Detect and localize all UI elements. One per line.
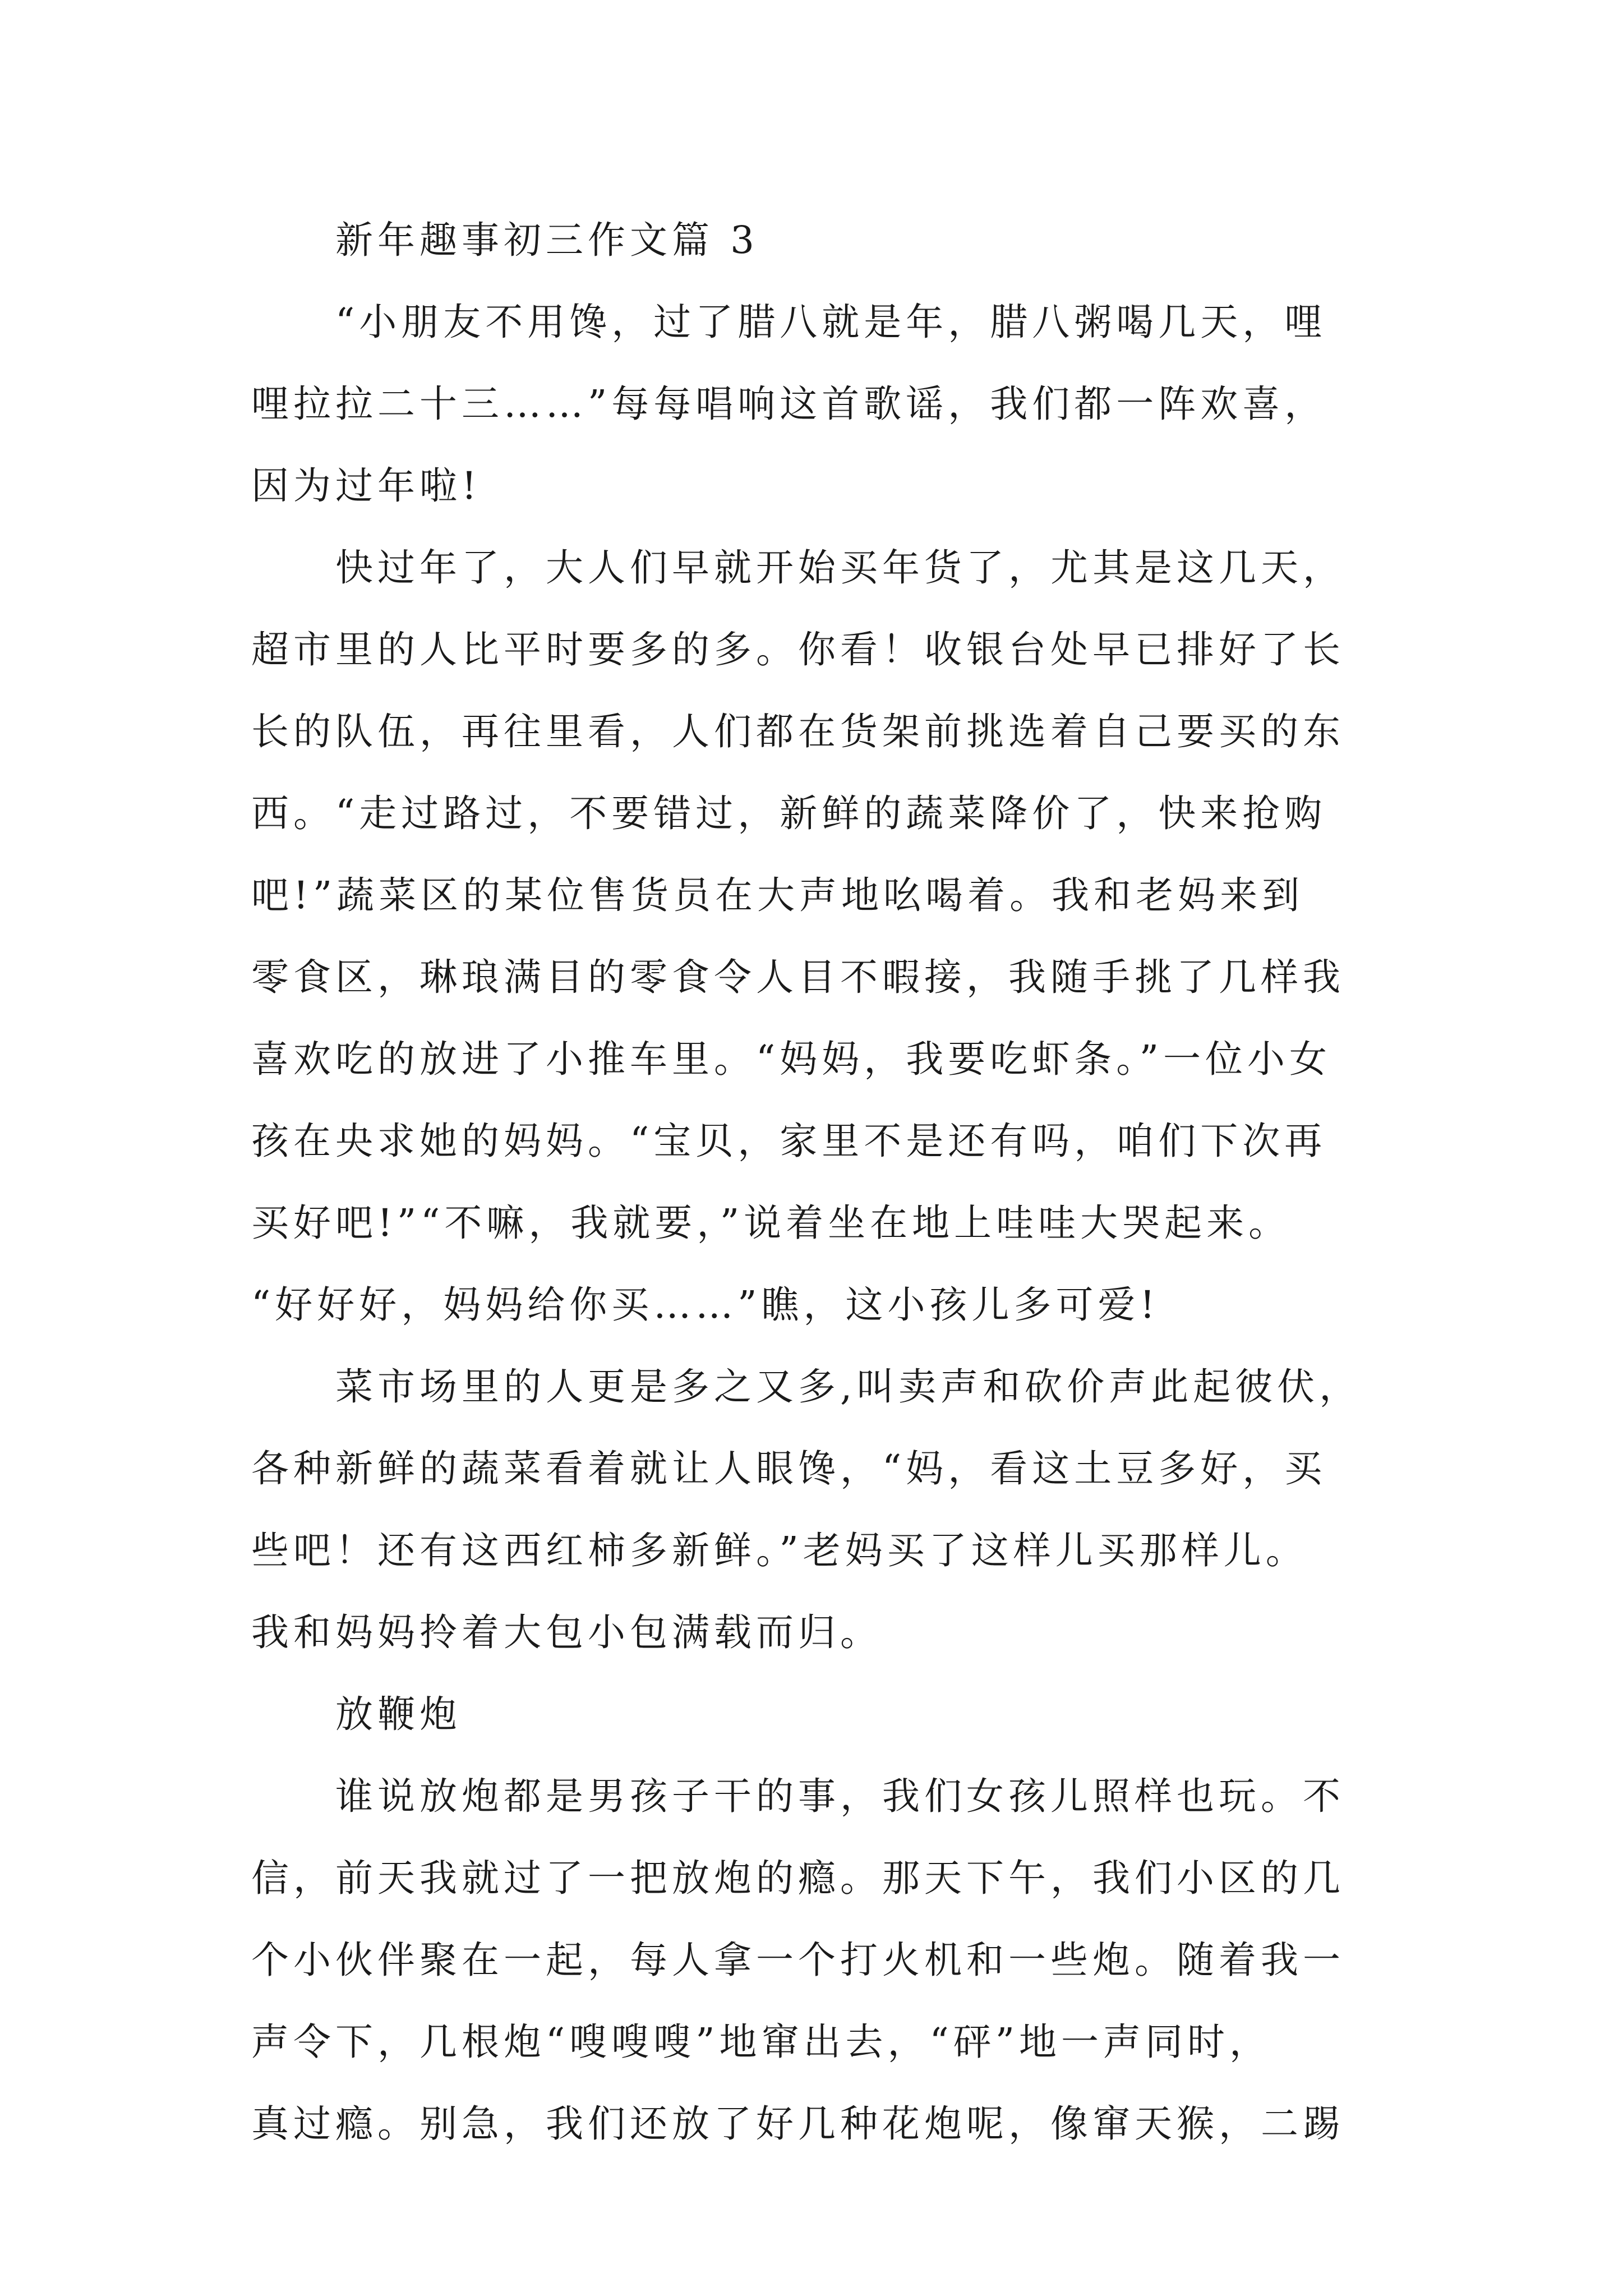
text-line: 我和妈妈拎着大包小包满载而归。 [251,1611,882,1654]
text-line: 哩拉拉二十三……”每每唱响这首歌谣，我们都一阵欢喜， [251,382,1327,426]
text-line: 真过瘾。别急，我们还放了好几种花炮呢，像窜天猴，二踢 [251,2102,1345,2146]
text-line: 长的队伍，再往里看，人们都在货架前挑选着自己要买的东 [251,710,1345,753]
text-line: 买好吧!”“不嘛，我就要，”说着坐在地上哇哇大哭起来。 [251,1201,1291,1245]
text-line: 超市里的人比平时要多的多。你看！收银台处早已排好了长 [251,628,1345,671]
text-line: 零食区，琳琅满目的零食令人目不暇接，我随手挑了几样我 [251,955,1345,999]
text-line: 声令下，几根炮“嗖嗖嗖”地窜出去，“砰”地一声同时， [251,2020,1272,2064]
text-line: 因为过年啦! [251,464,481,508]
text-line: 快过年了，大人们早就开始买年货了，尤其是这几天， [335,546,1345,590]
text-line: “好好好，妈妈给你买……”瞧，这小孩儿多可爱! [251,1283,1160,1327]
article-text [251,199,1390,2165]
text-line: 信，前天我就过了一把放炮的瘾。那天下午，我们小区的几 [251,1856,1345,1900]
text-line: 些吧！还有这西红柿多新鲜。”老妈买了这样儿买那样儿。 [251,1529,1308,1572]
text-line: 谁说放炮都是男孩子干的事，我们女孩儿照样也玩。不 [335,1774,1345,1818]
text-line: 吧!”蔬菜区的某位售货员在大声地吆喝着。我和老妈来到 [251,873,1304,917]
text-line: 喜欢吃的放进了小推车里。“妈妈，我要吃虾条。”一位小女 [251,1037,1332,1081]
text-line: 孩在央求她的妈妈。“宝贝，家里不是还有吗，咱们下次再 [251,1119,1327,1163]
text-line: 各种新鲜的蔬菜看着就让人眼馋，“妈，看这土豆多好，买 [251,1447,1327,1490]
text-line: 西。“走过路过，不要错过，新鲜的蔬菜降价了，快来抢购 [251,792,1327,835]
text-line: 个小伙伴聚在一起，每人拿一个打火机和一些炮。随着我一 [251,1938,1345,1982]
text-line: “小朋友不用馋，过了腊八就是年，腊八粥喝几天，哩 [335,300,1327,344]
text-line: 菜市场里的人更是多之又多,叫卖声和砍价声此起彼伏， [335,1365,1362,1409]
section-heading: 放鞭炮 [335,1692,462,1736]
article-title: 新年趣事初三作文篇 3 [335,218,759,262]
